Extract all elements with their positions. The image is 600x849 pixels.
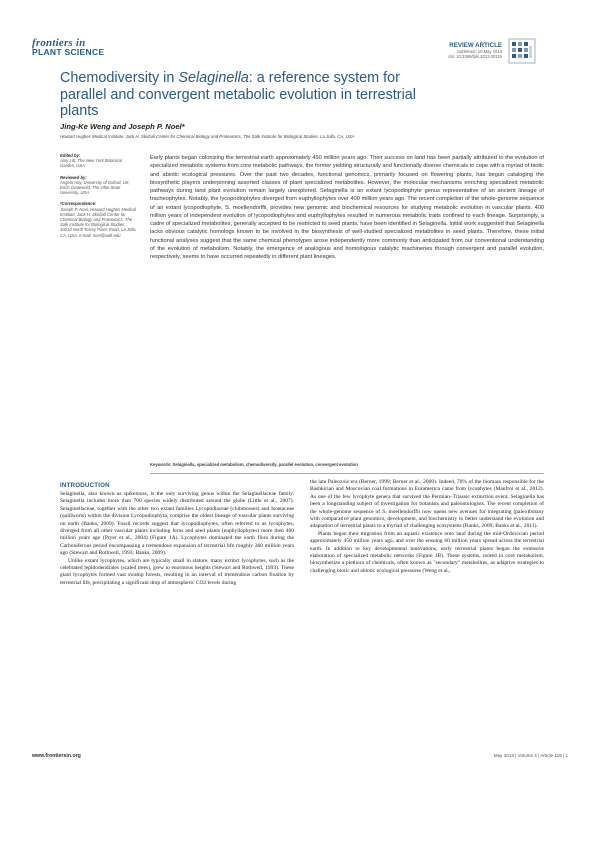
footer-issue-info: May 2013 | Volume 4 | Article 119 | 1 (493, 753, 568, 758)
open-access-badge-icon (508, 38, 536, 64)
footer-url[interactable]: www.frontiersin.org (32, 753, 81, 759)
published-date: published: 10 May 2013 (457, 49, 502, 54)
paragraph: Selaginella, also known as spikemoss, is the only surviving genus within the Selaginellaceae family. Selaginella includes more than 700 species widely distributed around the globe (Little et al., 2007). Selaginellaceae, together with the other two extant families Lycopodiaceae (clubmosses) and Isoetaceae (quillworts) within the division Lycopodiophyta, comprise the oldest lineage of vascular plants surviving on earth (Banks, 2009). Fossil records suggest that lycopodiophytes, often referred to as lycophytes, diverged from all other vascular plants including ferns and seed plants (euphyllophytes) more then 400 million years ago (Pryer et al., 2004) (Figure 1A). Lycophytes dominated the earth flora during the Carboniferous period encompassing a tremendous expansion of terrestrial life roughly 360 million years ago (Stewart and Rothwell, 1993; Banks, 2009). (60, 491, 294, 557)
abstract: Early plants began colonizing the terrestrial earth approximately 450 million years ago. Their success on land has been partially attributed to the evolution of specialized metabolic systems from core metabolic pathways, the former yielding structurally and functionally diverse chemicals to cope with a myriad of biotic and abiotic ecological pressures. Over the past two decades, functional genomics, primarily focused on flowering plants, has begun cataloging the biosynthetic players underpinning assorted classes of plant specialized metabolites. However, the molecular mechanisms enriching specialized metabolic pathways during land plant evolution remain largely unexplored. Selaginella is an extant lycopodiophyte genus representative of an ancient lineage of tracheophytes. Notably, the lycopodiophytes diverged from euphyllophytes over 400 million years ago. The recent completion of the whole-genome sequence of an extant lycopodiophyte, S. moellendorffii, provides new genomic and biochemical resources for studying metabolic evolution in vascular plants. 400 million years of independent evolution of lycopodiophytes and euphyllophytes resulted in numerous metabolic traits confined to each lineage. Surprisingly, a cadre of specialized metabolites, generally accepted to be restricted to seed plants, have been identified in Selaginella. Initial work suggested that Selaginella lacks obvious catalytic homologs known to be involved in the biosynthesis of well-studied specialized metabolites in seed plants. Therefore, these initial functional analyses suggest that the same chemical phenotypes arose independently more commonly than anticipated from our conventional understanding of the evolution of metabolism. Notably, the emergence of analogous and homologous catalytic machineries through convergent and parallel evolution, respectively, seems to have occurred repeatedly in different plant lineages. (150, 155, 544, 260)
doi: doi: 10.3389/fpls.2013.00119 (448, 54, 502, 60)
keywords-label: Keywords: (150, 462, 172, 467)
paragraph: the late Paleozoic era (Berner, 1999; Berner et al., 2000). Indeed, 70% of the biomass responsible for the Bashkirian and Moscovian coal formations in Euramerica came from lycophytes (Manfroi et al., 2012). As one of the few lycophyte genera that survived the Permian–Triassic extinction event, Selaginella has been a longstanding subject of investigation for botanists and paleontologists. The recent completion of the whole-genome sequence of S. moellendorffii now opens new avenues for integrating (paleo)botany with comparative plant genomics, development, and biochemistry to better understand the evolution and adaptation of terrestrial plants to a myriad of challenging ecosystems (Banks, 2009; Banks et al., 2011). (310, 479, 544, 530)
paragraph: Plants began their migration from an aquatic existence onto land during the mid-Ordovician period approximately 450 million years ago, and over the ensuing 60 million years spread across the terrestrial earth. In addition to key developmental innovations, early terrestrial plants began the extensive elaboration of specialized metabolic networks (Figure 1B). These systems, rooted in core metabolism, biosynthesize a plethora of chemicals, often known as "secondary" metabolites, as adaptive strategies to challenging biotic and abiotic ecological pressures (Weng et al., (310, 530, 544, 574)
sidebar (60, 153, 138, 244)
article-type: REVIEW ARTICLE (449, 42, 502, 49)
article-meta (448, 42, 502, 60)
section-heading: INTRODUCTION (60, 482, 110, 489)
reviewed-by-value: Angela Hay, University of Oxford, UK; Erich Grotewold, The Ohio State University, USA (60, 179, 130, 196)
body-column-left (60, 491, 294, 587)
keywords (150, 462, 544, 467)
edited-by-value: Amy Litt, The New York Botanical Garden, USA (60, 158, 123, 169)
correspondence-label: *Correspondence: (60, 201, 97, 207)
paragraph: Unlike extant lycophytes, which are typically small in stature, many extinct lycophytes, such as the celebrated lepidodendrales (scaled trees), grew to enormous heights (Stewart and Rothwell, 1993). These giant lycophytes formed vast swamp forests, resulting in an interval of tremendous carbon fixation by terrestrial life, precipitating a significant drop of atmospheric CO2 levels during (60, 557, 294, 586)
authors: Jing-Ke Weng and Joseph P. Noel* (60, 122, 185, 131)
title-genus: Selaginella (178, 70, 249, 86)
journal-logo (32, 38, 147, 57)
correspondence-value: Joseph P. Noel, Howard Hughes Medical Institute, Jack H. Skirball Center for Chemical Biology and Proteomics, The Salk Institute for Biological Studies, 10010 North Torrey Pines Road, La Jolla, CA, USA. e-mail: noel@salk.edu (60, 206, 137, 238)
journal-name-top: frontiers in (32, 37, 86, 49)
affiliation: Howard Hughes Medical Institute, Jack H. Skirball Center for Chemical Biology and Proteomics, The Salk Institute for Biological Studies, La Jolla, CA, USA (60, 134, 355, 139)
journal-name-bottom: PLANT SCIENCE (32, 47, 105, 57)
keywords-list: Selaginella, specialized metabolism, chemodiversity, parallel evolution, convergent evolution (172, 462, 358, 467)
body-column-right (310, 479, 544, 575)
divider (150, 473, 544, 474)
article-title: Chemodiversity in Selaginella: a reference system for parallel and convergent metabolic evolution in terrestrial plants (60, 70, 416, 119)
reviewed-by-label: Reviewed by: (60, 174, 87, 180)
edited-by-label: Edited by: (60, 153, 81, 158)
